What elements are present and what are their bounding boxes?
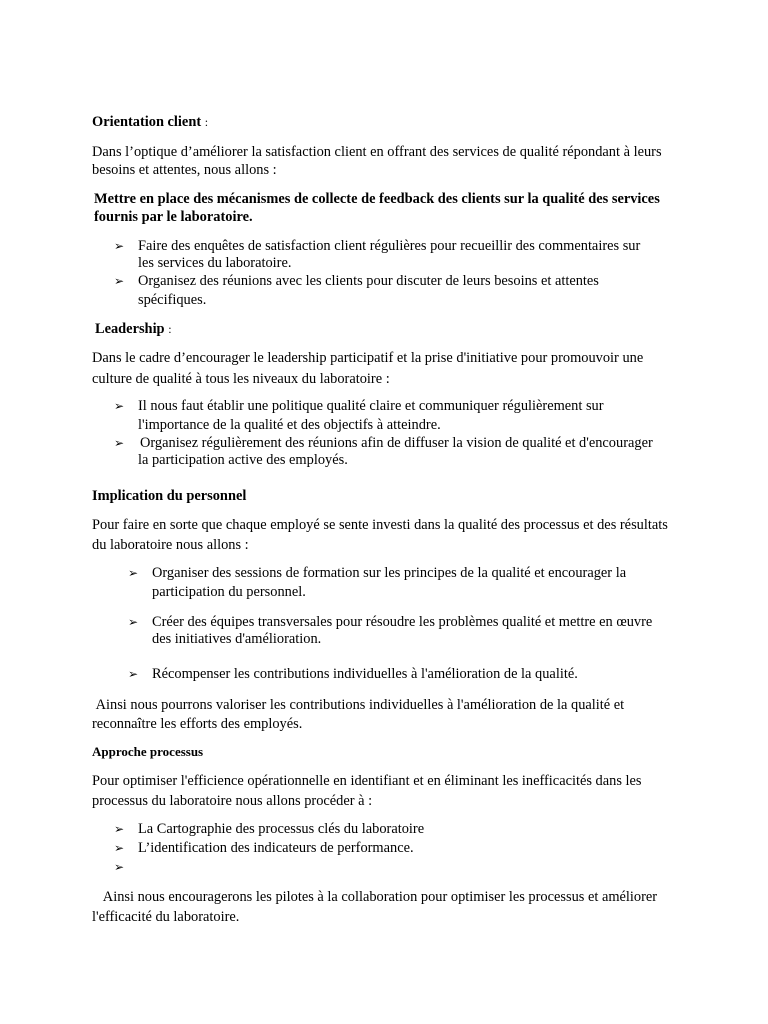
arrow-bullet-icon: ➢	[114, 841, 125, 855]
heading-leadership	[95, 320, 672, 338]
arrow-bullet-icon: ➢	[114, 436, 125, 450]
list-item-text: Organiser des sessions de formation sur les principes de la qualité et encourager la participation du personnel.	[152, 565, 627, 600]
paragraph-implication-intro: Pour faire en sorte que chaque employé se sente investi dans la qualité des processus et des résultats du laboratoire nous allons :	[92, 517, 668, 553]
list-item	[128, 665, 672, 683]
arrow-bullet-icon: ➢	[114, 274, 125, 288]
list-approche	[114, 820, 658, 877]
subheading-feedback: Mettre en place des mécanismes de collecte de feedback des clients sur la qualité des services fournis par le laboratoire.	[94, 191, 660, 225]
arrow-bullet-icon: ➢	[128, 615, 139, 629]
list-item-text: La Cartographie des processus clés du laboratoire	[138, 821, 425, 837]
list-item-text: Organisez des réunions avec les clients pour discuter de leurs besoins et attentes spécifiques.	[138, 273, 599, 308]
list-leadership	[114, 397, 658, 469]
list-item	[114, 435, 658, 469]
heading-orientation-client	[92, 113, 672, 131]
list-item	[114, 839, 658, 858]
paragraph-text: Ainsi nous pourrons valoriser les contributions individuelles à l'amélioration de la qualité et reconnaître les efforts des employés.	[92, 697, 625, 732]
list-item-text: L’identification des indicateurs de performance.	[138, 840, 414, 856]
list-item	[114, 238, 658, 272]
arrow-bullet-icon: ➢	[128, 566, 139, 580]
arrow-bullet-icon: ➢	[114, 239, 125, 253]
list-item-text: Faire des enquêtes de satisfaction client régulières pour recueillir des commentaires sur les services du laboratoire.	[138, 238, 641, 271]
heading-colon: :	[168, 322, 172, 336]
heading-implication: Implication du personnel	[92, 488, 247, 504]
list-item-text: Récompenser les contributions individuelles à l'amélioration de la qualité.	[152, 666, 578, 682]
heading-text: Leadership	[95, 321, 165, 337]
list-item	[114, 858, 658, 877]
arrow-bullet-icon: ➢	[114, 860, 125, 874]
list-item-text: Il nous faut établir une politique qualité claire et communiquer régulièrement sur l'importance de la qualité et des objectifs à atteindre.	[138, 398, 604, 433]
list-item	[114, 272, 658, 310]
arrow-bullet-icon: ➢	[128, 667, 139, 681]
list-item-text: Créer des équipes transversales pour résoudre les problèmes qualité et mettre en œuvre des initiatives d'amélioration.	[152, 614, 653, 647]
list-item	[128, 564, 672, 602]
list-item-text: Organisez régulièrement des réunions afin de diffuser la vision de qualité et d'encourager la participation active des employés.	[138, 435, 653, 468]
paragraph-approche-conclusion	[92, 887, 672, 927]
arrow-bullet-icon: ➢	[114, 399, 125, 413]
arrow-bullet-icon: ➢	[114, 822, 125, 836]
paragraph-orientation-intro: Dans l’optique d’améliorer la satisfaction client en offrant des services de qualité répondant à leurs besoins et attentes, nous allons :	[92, 144, 662, 178]
paragraph-approche-intro: Pour optimiser l'efficience opérationnelle en identifiant et en éliminant les inefficacités dans les processus du laboratoire nous allons procéder à :	[92, 773, 642, 809]
list-orientation	[114, 238, 658, 310]
heading-text: Orientation client	[92, 114, 202, 130]
list-item	[114, 397, 658, 435]
list-implication	[128, 564, 672, 683]
list-item	[114, 820, 658, 839]
heading-colon: :	[204, 115, 209, 129]
list-item	[128, 614, 672, 648]
paragraph-implication-conclusion	[92, 696, 672, 734]
paragraph-leadership-intro: Dans le cadre d’encourager le leadership participatif et la prise d'initiative pour promouvoir une culture de qualité à tous les niveaux du laboratoire :	[92, 350, 644, 387]
paragraph-text: Ainsi nous encouragerons les pilotes à la collaboration pour optimiser les processus et améliorer l'efficacité du laboratoire.	[92, 889, 658, 925]
heading-approche-processus: Approche processus	[92, 744, 204, 759]
